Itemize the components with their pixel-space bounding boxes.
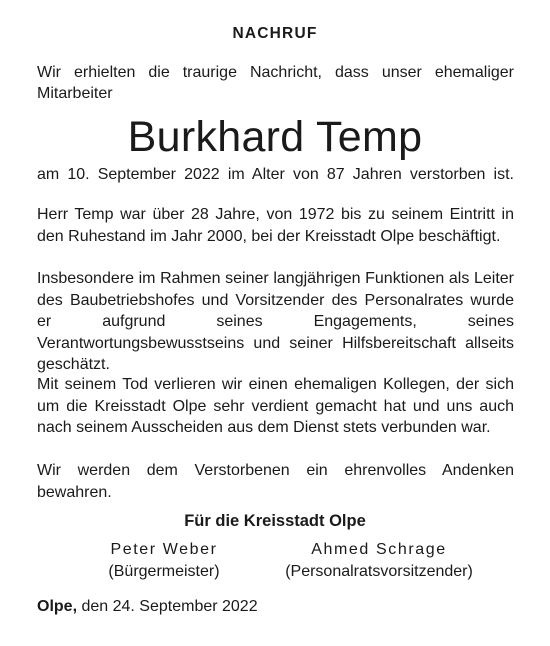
place-date-line bbox=[37, 598, 258, 616]
intro-line-1: Wir erhielten die traurige Nachricht, dass unser ehemaliger bbox=[37, 64, 514, 81]
signatory-role: (Personalratsvorsitzender) bbox=[285, 562, 473, 580]
signatory-name: Peter Weber bbox=[110, 541, 218, 558]
signatory-mayor bbox=[95, 539, 233, 582]
signatory-role: (Bürgermeister) bbox=[108, 562, 220, 580]
paragraph-employment: Herr Temp war über 28 Jahre, von 1972 bis zu seinem Eintritt in den Ruhestand im Jahr 2000, bei der Kreisstadt Olpe beschäftigt. bbox=[37, 206, 514, 245]
death-line: am 10. September 2022 im Alter von 87 Jahren verstorben ist. bbox=[37, 166, 514, 183]
paragraph-loss: Mit seinem Tod verlieren wir einen ehemaligen Kollegen, der sich um die Kreisstadt Olpe sehr verdient gemacht hat und uns auch nach seinem Ausscheiden aus dem Dienst stets verbunden war. bbox=[37, 376, 514, 436]
intro-line-2: Mitarbeiter bbox=[37, 85, 113, 102]
notice-heading: NACHRUF bbox=[232, 25, 318, 42]
signatory-council-chair bbox=[265, 539, 493, 582]
date: den 24. September 2022 bbox=[81, 598, 258, 615]
organization-signature: Für die Kreisstadt Olpe bbox=[184, 512, 366, 530]
signatory-name: Ahmed Schrage bbox=[311, 541, 447, 558]
deceased-name: Burkhard Temp bbox=[127, 113, 423, 161]
place: Olpe, bbox=[37, 598, 78, 615]
paragraph-remembrance: Wir werden dem Verstorbenen ein ehrenvolles Andenken bewahren. bbox=[37, 462, 514, 501]
paragraph-functions: Insbesondere im Rahmen seiner langjährigen Funktionen als Leiter des Baubetriebshofes und Vorsitzender des Personalrates wurde er aufgrund seines Engagements, seines Verantwortungsbewusstseins und seiner Hilfsbereitschaft allseits geschätzt. bbox=[37, 270, 514, 373]
